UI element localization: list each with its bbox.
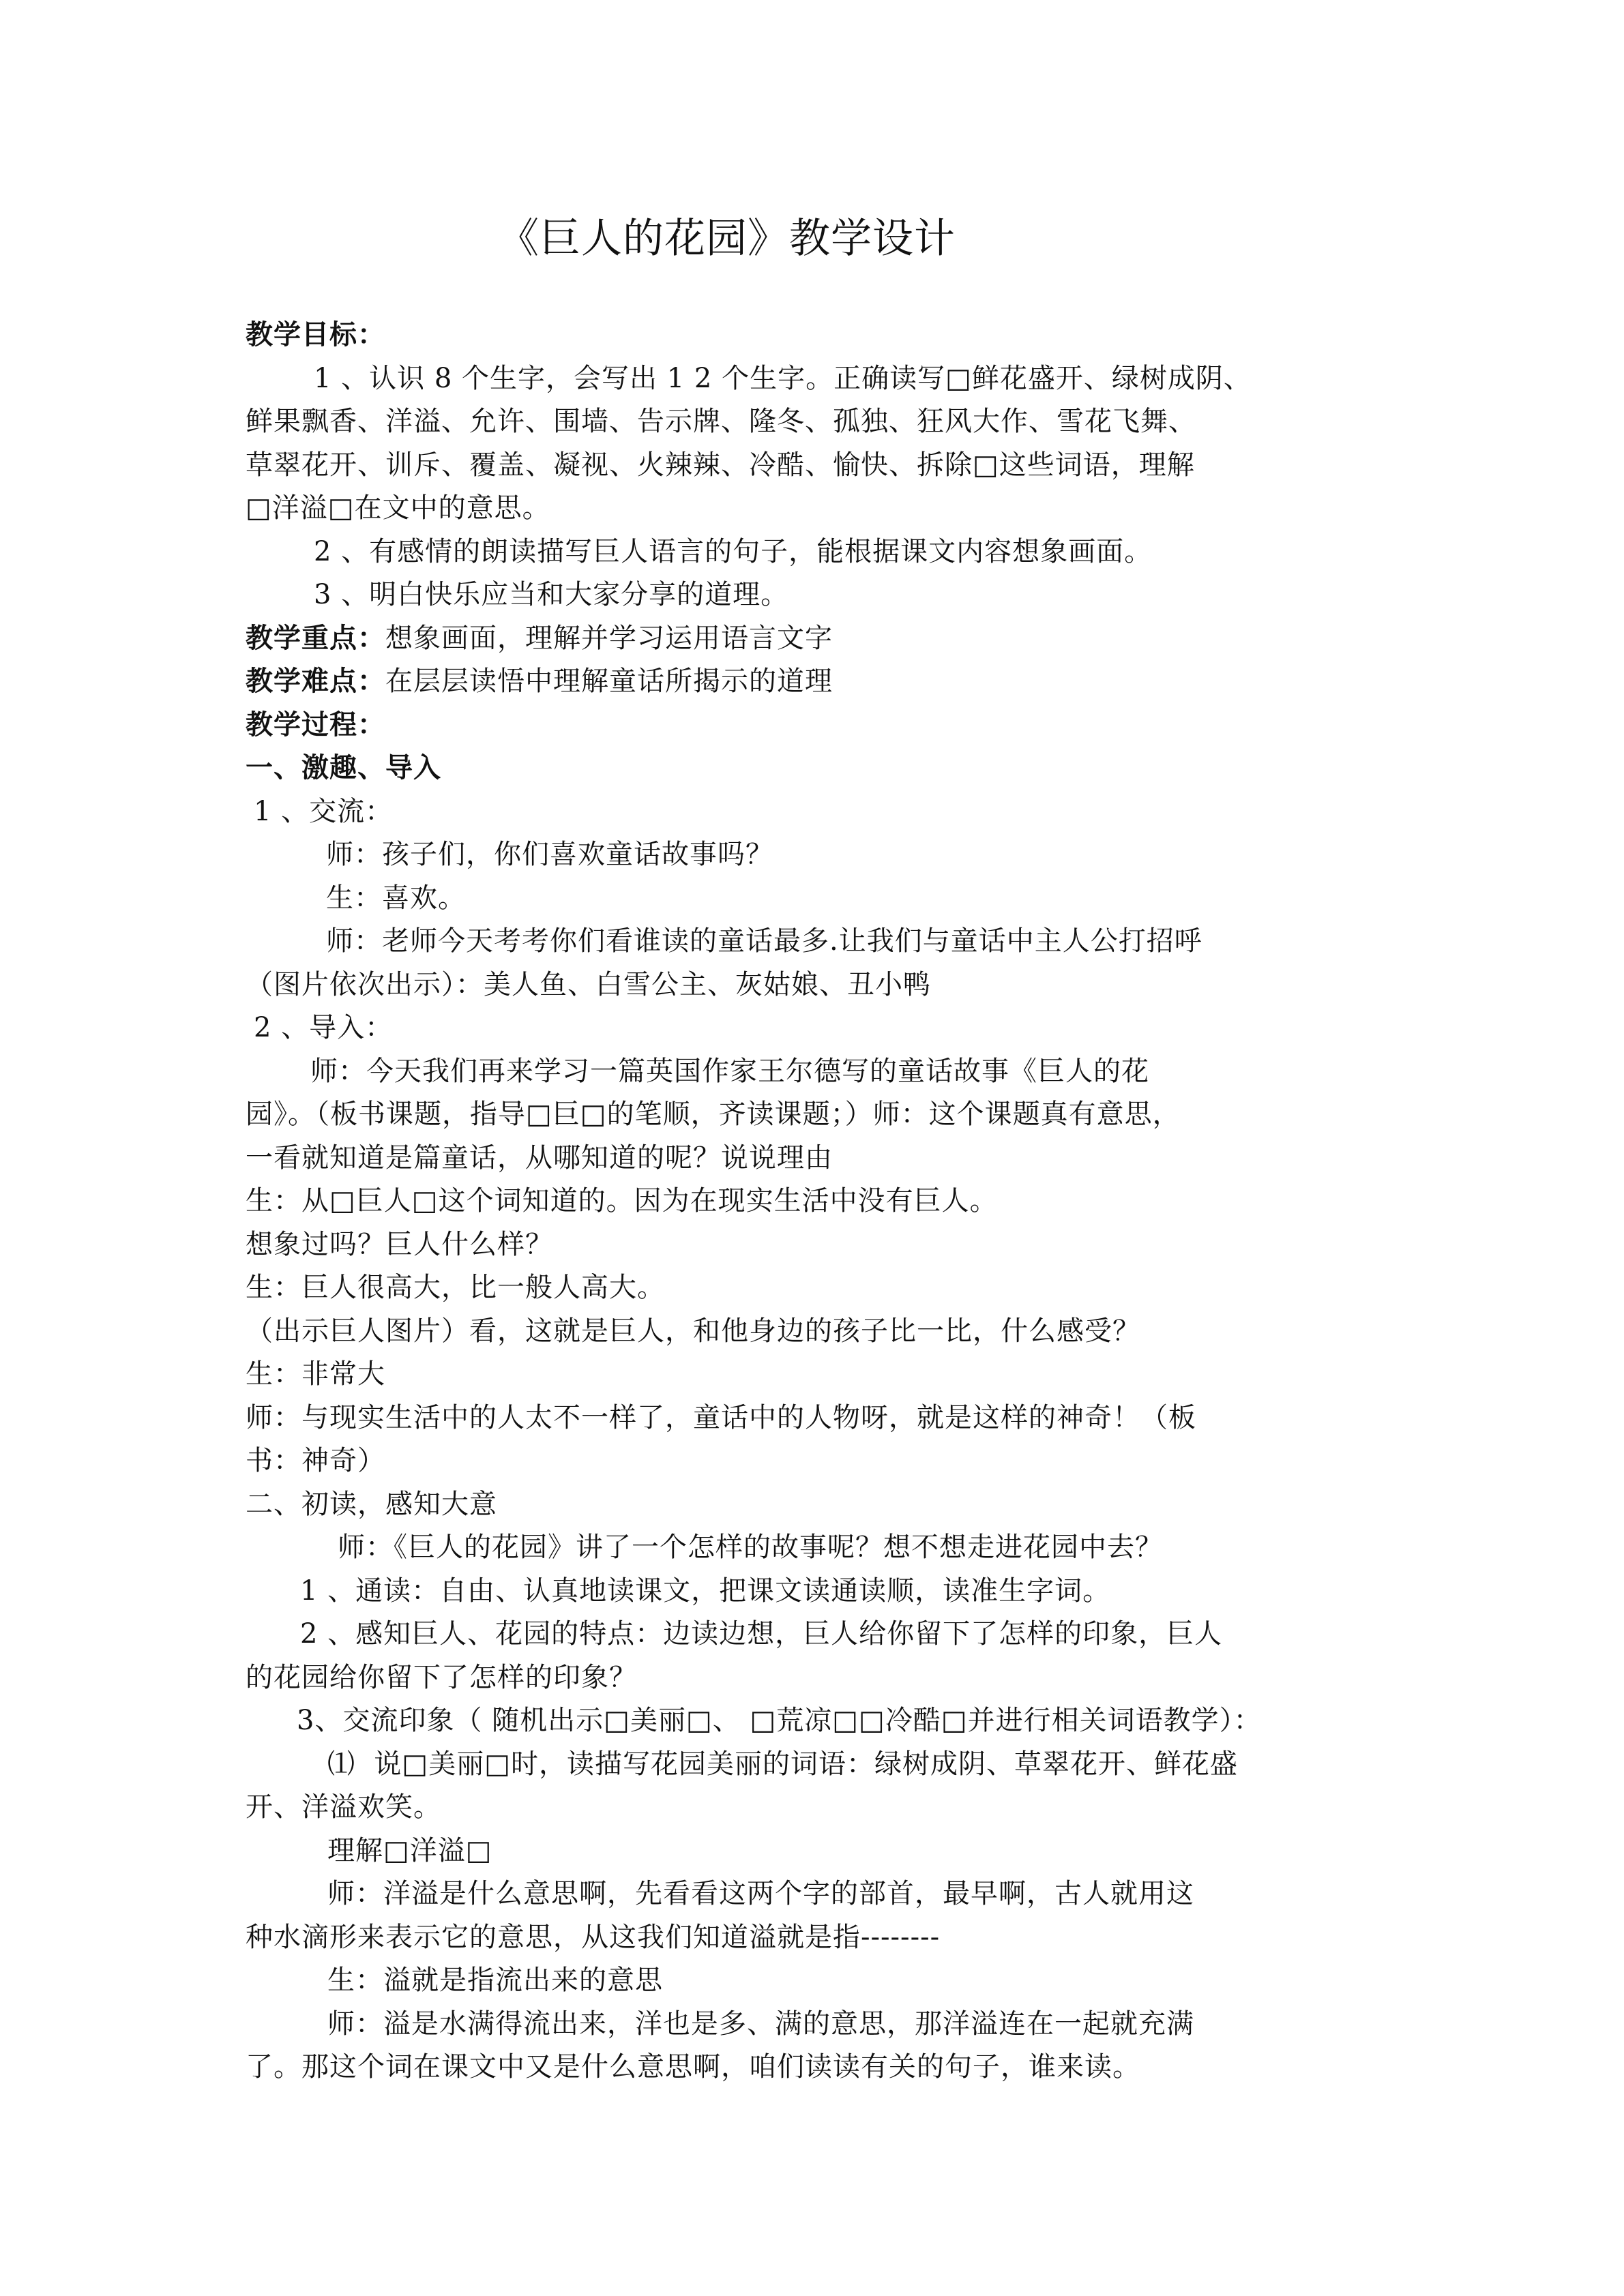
paragraph-line: 2 、感知巨人、花园的特点：边读边想，巨人给你留下了怎样的印象，巨人 [300, 1618, 1223, 1650]
document-body [246, 314, 1388, 2089]
paragraph-line: ⑴ 说□美丽□时，读描写花园美丽的词语：绿树成阴、草翠花开、鲜花盛 [327, 1748, 1239, 1780]
paragraph-line: 书：神奇） [246, 1445, 385, 1476]
paragraph-line: （出示巨人图片）看，这就是巨人，和他身边的孩子比一比，什么感受？ [246, 1315, 1140, 1347]
heading-teaching-process: 教学过程： [246, 709, 385, 741]
key-points-text: 想象画面，理解并学习运用语言文字 [385, 622, 833, 654]
paragraph-line: 师：洋溢是什么意思啊，先看看这两个字的部首，最早啊，古人就用这 [327, 1878, 1194, 1909]
heading-key-points: 教学重点： [246, 622, 385, 654]
paragraph-line: 想象过吗？巨人什么样？ [246, 1228, 553, 1260]
paragraph-line: 师：今天我们再来学习一篇英国作家王尔德写的童话故事《巨人的花 [310, 1055, 1149, 1087]
heading-difficulties: 教学难点： [246, 666, 385, 697]
paragraph-line: 2 、有感情的朗读描写巨人语言的句子，能根据课文内容想象画面。 [314, 535, 1153, 567]
paragraph-line: 生：从□巨人□这个词知道的。因为在现实生活中没有巨人。 [246, 1185, 998, 1217]
paragraph-line: 师：孩子们，你们喜欢童话故事吗？ [326, 839, 773, 870]
paragraph-line: 3 、明白快乐应当和大家分享的道理。 [314, 579, 789, 610]
paragraph-line: 1 、认识 8 个生字，会写出 1 2 个生字。正确读写□鲜花盛开、绿树成阴、 [314, 362, 1252, 394]
difficulties-text: 在层层读悟中理解童话所揭示的道理 [385, 666, 833, 697]
paragraph-line: 开、洋溢欢笑。 [246, 1791, 441, 1823]
difficulties-line [246, 660, 1388, 704]
paragraph-line: 1 、通读：自由、认真地读课文，把课文读通读顺，读准生字词。 [300, 1575, 1111, 1607]
paragraph-line: 生：巨人很高大，比一般人高大。 [246, 1272, 665, 1303]
paragraph-line: 生：溢就是指流出来的意思 [327, 1965, 663, 1996]
paragraph-line: 2 、导入： [254, 1012, 394, 1043]
section-heading: 二、初读，感知大意 [246, 1488, 497, 1520]
section-heading: 一、激趣、导入 [246, 752, 441, 784]
paragraph-line: 理解□洋溢□ [327, 1834, 492, 1866]
paragraph-line: 了。那这个词在课文中又是什么意思啊，咱们读读有关的句子，谁来读。 [246, 2051, 1140, 2083]
paragraph-line: 师：老师今天考考你们看谁读的童话最多.让我们与童话中主人公打招呼 [326, 925, 1202, 957]
paragraph-line: 师：《巨人的花园》讲了一个怎样的故事呢？想不想走进花园中去？ [338, 1532, 1163, 1563]
paragraph-line: 的花园给你留下了怎样的印象？ [246, 1661, 637, 1693]
paragraph-line: 师：与现实生活中的人太不一样了，童话中的人物呀，就是这样的神奇！（板 [246, 1401, 1196, 1433]
key-points-line [246, 617, 1388, 661]
paragraph-line: 师：溢是水满得流出来，洋也是多、满的意思，那洋溢连在一起就充满 [327, 2008, 1194, 2040]
paragraph-line: 生：喜欢。 [326, 882, 466, 914]
heading-teaching-goals: 教学目标： [246, 319, 385, 351]
paragraph-line: 种水滴形来表示它的意思，从这我们知道溢就是指-------- [246, 1921, 941, 1953]
paragraph-line: 生：非常大 [246, 1358, 385, 1390]
paragraph-line: 草翠花开、训斥、覆盖、凝视、火辣辣、冷酷、愉快、拆除□这些词语，理解 [246, 449, 1195, 481]
paragraph-line: （图片依次出示）：美人鱼、白雪公主、灰姑娘、丑小鸭 [246, 968, 931, 1000]
paragraph-line: 1 、交流： [254, 795, 394, 827]
document-title: 《巨人的花园》教学设计 [498, 215, 956, 263]
paragraph-line: 鲜果飘香、洋溢、允许、围墙、告示牌、隆冬、孤独、狂风大作、雪花飞舞、 [246, 406, 1196, 437]
paragraph-line: 3、交流印象（ 随机出示□美丽□、 □荒凉□□冷酷□并进行相关词语教学）： [297, 1705, 1262, 1736]
paragraph-line: 园》。（板书课题，指导□巨□的笔顺，齐读课题；）师：这个课题真有意思， [246, 1099, 1181, 1130]
paragraph-line: 一看就知道是篇童话，从哪知道的呢？说说理由 [246, 1142, 833, 1174]
paragraph-line: □洋溢□在文中的意思。 [246, 492, 550, 524]
